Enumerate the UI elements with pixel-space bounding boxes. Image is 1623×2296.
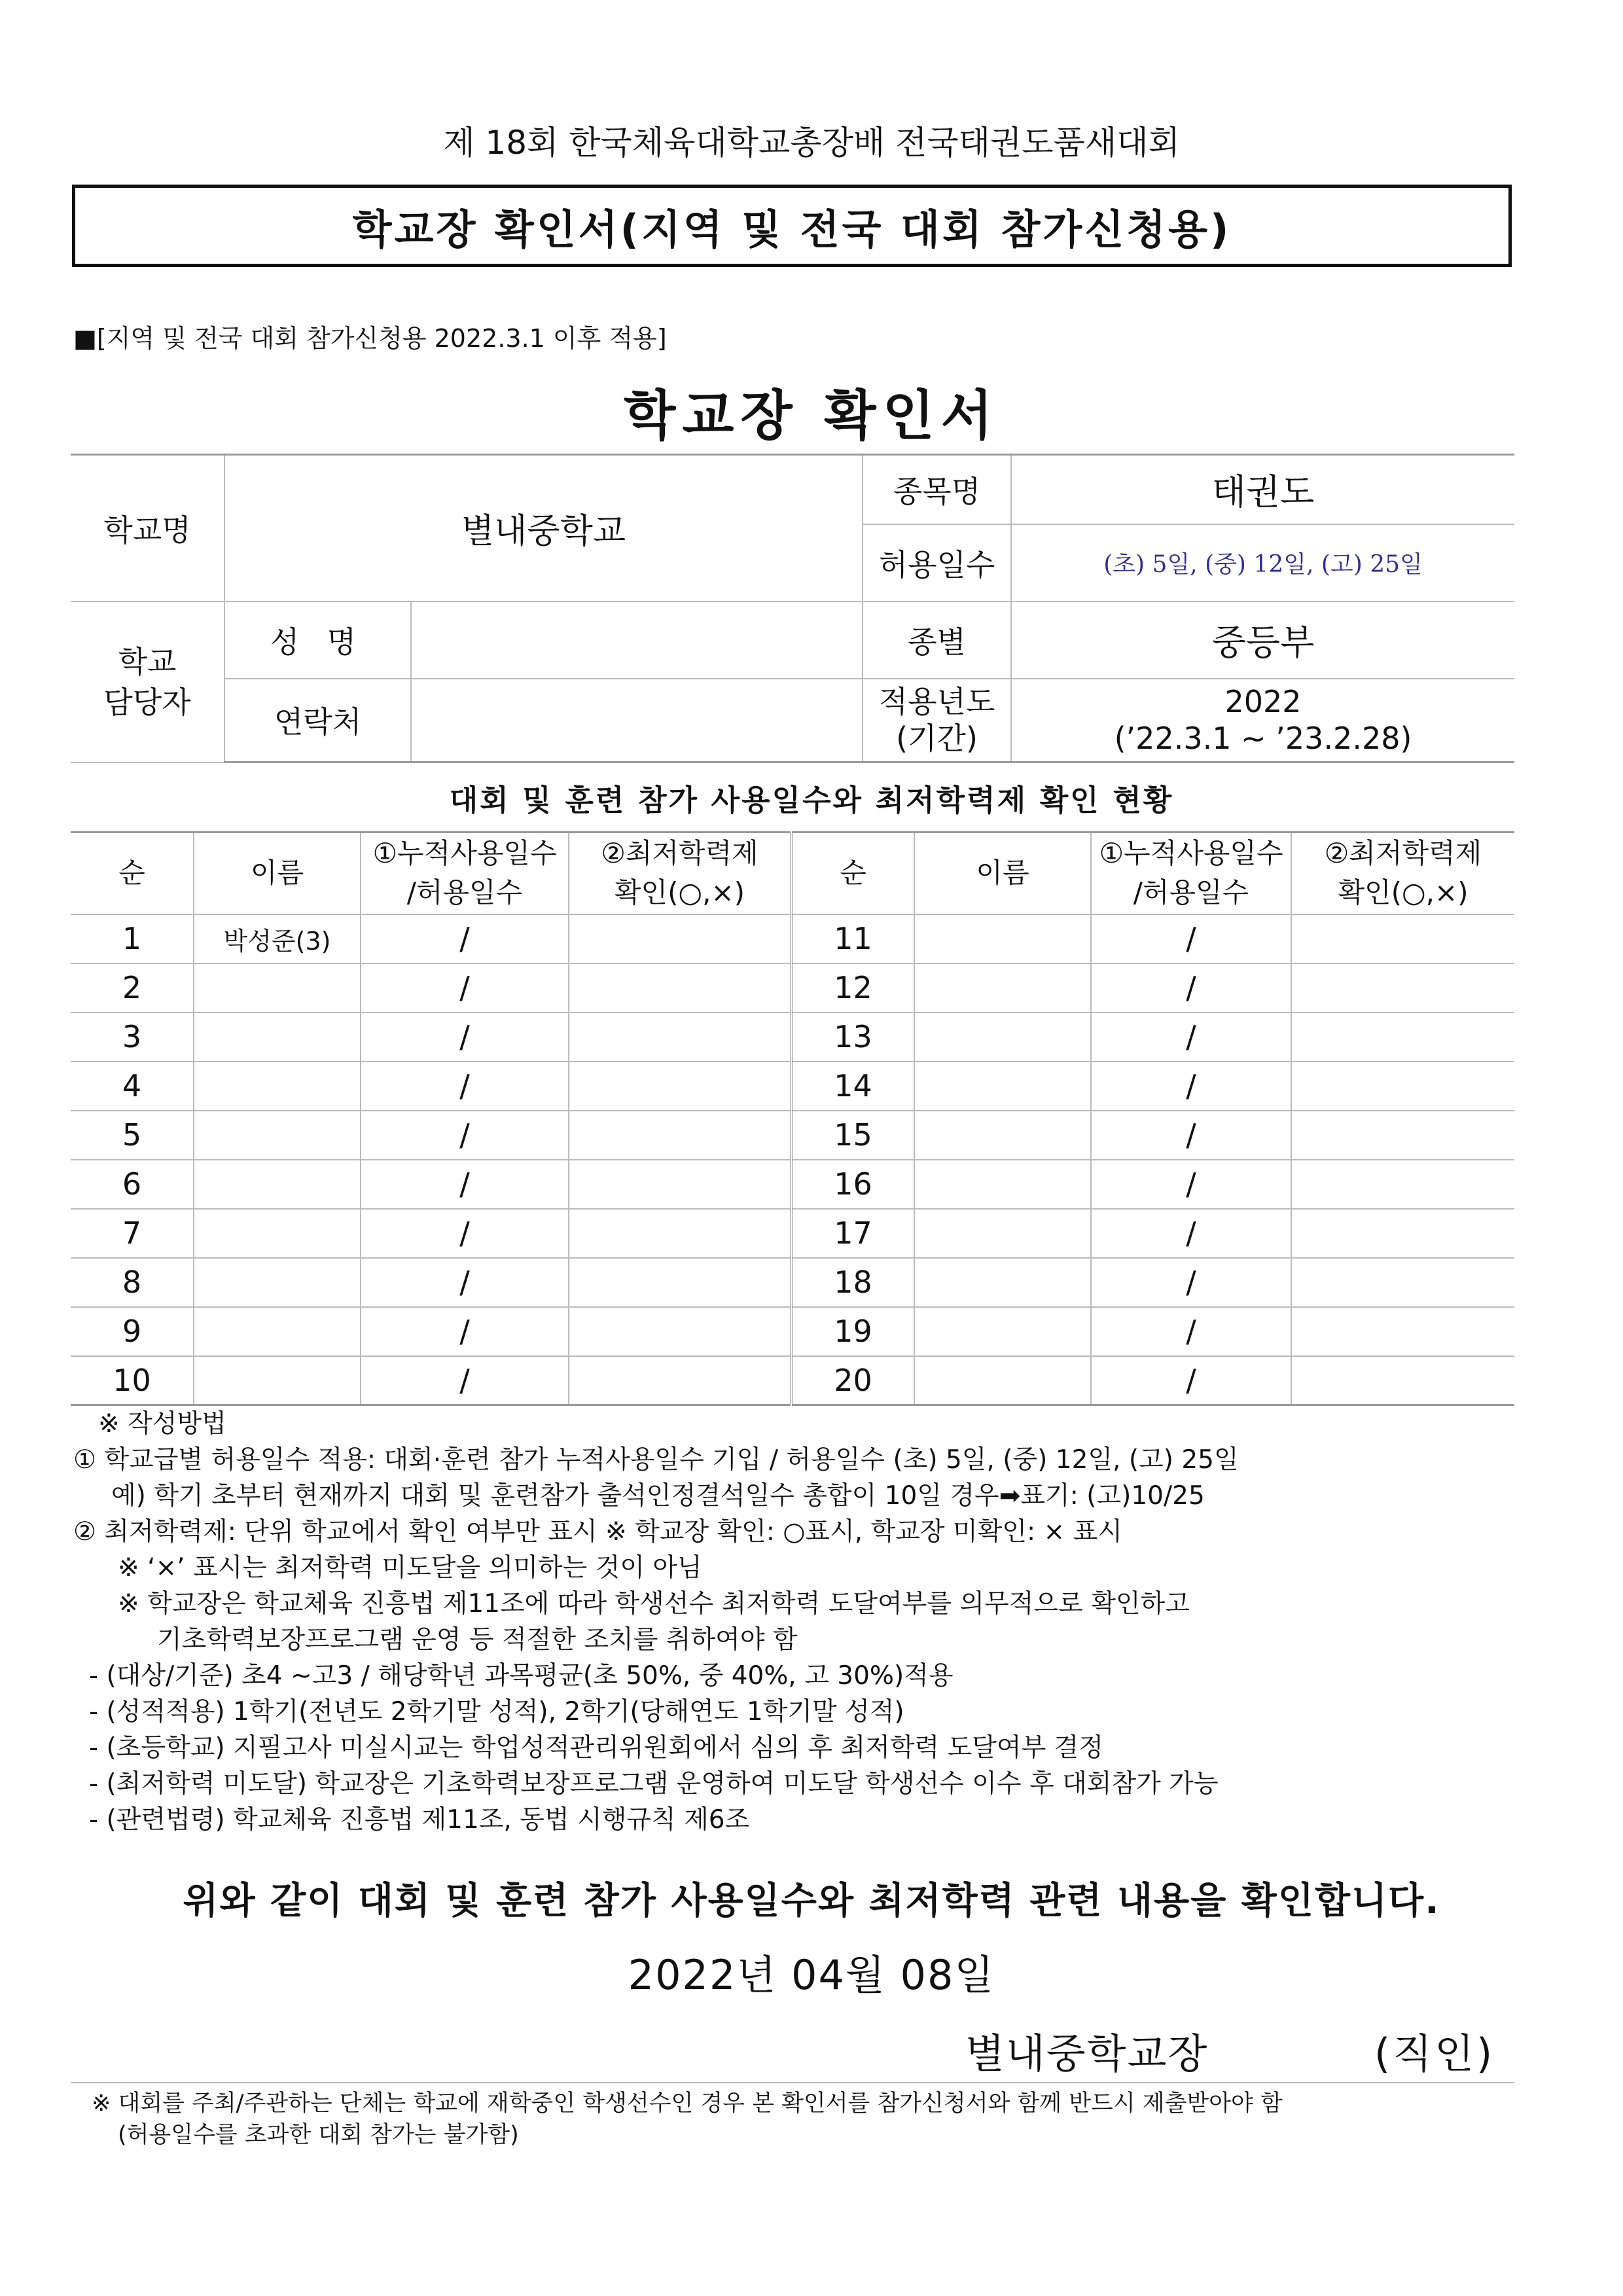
event-value: 태권도 [1011, 455, 1514, 524]
method-line: 기초학력보장프로그램 운영 등 적절한 조치를 취하여야 함 [157, 1625, 798, 1655]
min-academic-check [569, 1209, 791, 1258]
min-academic-check [1291, 1111, 1514, 1160]
min-academic-check [1291, 914, 1514, 963]
row-number: 19 [791, 1307, 914, 1356]
used-days: / [361, 1356, 569, 1405]
row-number: 7 [71, 1209, 194, 1258]
method-line: - (최저학력 미도달) 학교장은 기초학력보장프로그램 운영하여 미도달 학생선수 이수 후 대회참가 가능 [89, 1769, 1219, 1799]
notice-line: ■[지역 및 전국 대회 참가신청용 2022.3.1 이후 적용] [73, 324, 667, 353]
min-academic-check [1291, 1307, 1514, 1356]
student-name: 박성준(3) [194, 914, 361, 963]
used-days: / [361, 1111, 569, 1160]
min-academic-check [569, 963, 791, 1013]
row-number: 15 [791, 1111, 914, 1160]
row-number: 16 [791, 1160, 914, 1209]
year-label: 적용년도 (기간) [863, 679, 1011, 762]
section-heading: 대회 및 훈련 참가 사용일수와 최저학력제 확인 현황 [449, 783, 1174, 817]
writing-method [73, 1406, 1533, 1838]
row-number: 14 [791, 1062, 914, 1111]
form-title: 학교장 확인서(지역 및 전국 대회 참가신청용) [352, 205, 1232, 253]
row-number: 10 [71, 1356, 194, 1405]
method-line: - (대상/기준) 초4 ~고3 / 해당학년 과목평균(초 50%, 중 40%, 고 30%)적용 [89, 1661, 954, 1691]
table-row [71, 1013, 1514, 1062]
student-name [194, 1209, 361, 1258]
document-title: 학교장 확인서 [624, 385, 999, 447]
header-no: 순 [791, 833, 914, 914]
table-row [71, 914, 1514, 963]
method-line: ① 학교급별 허용일수 적용: 대회·훈련 참가 누적사용일수 기입 / 허용일수 (초) 5일, (중) 12일, (고) 25일 [73, 1445, 1239, 1475]
contact-person-label: 학교 담당자 [71, 601, 224, 762]
method-line: ※ 학교장은 학교체육 진흥법 제11조에 따라 학생선수 최저학력 도달여부를 의무적으로 확인하고 [118, 1589, 1190, 1619]
student-name [914, 963, 1091, 1013]
roster-header-row [71, 833, 1514, 914]
table-row [71, 1356, 1514, 1405]
issue-date: 2022년 04월 08일 [628, 1951, 995, 1999]
confirmation-statement: 위와 같이 대회 및 훈련 참가 사용일수와 최저학력 관련 내용을 확인합니다. [183, 1880, 1440, 1922]
student-name [914, 1013, 1091, 1062]
roster-table [71, 831, 1514, 1406]
used-days: / [361, 1307, 569, 1356]
table-row [71, 1209, 1514, 1258]
header-no: 순 [71, 833, 194, 914]
event-title: 제 18회 한국체육대학교총장배 전국태권도품새대회 [443, 124, 1180, 162]
used-days: / [361, 1013, 569, 1062]
table-row [71, 963, 1514, 1013]
min-academic-check [1291, 1356, 1514, 1405]
student-name [194, 1111, 361, 1160]
used-days: / [1091, 1111, 1291, 1160]
method-line: ② 최저학력제: 단위 학교에서 확인 여부만 표시 ※ 학교장 확인: ○표시, 학교장 미확인: × 표시 [73, 1517, 1122, 1547]
year-value: 2022 (’22.3.1 ~ ’23.2.28) [1011, 679, 1514, 762]
name-value [411, 601, 863, 679]
used-days: / [1091, 1258, 1291, 1307]
footnote [92, 2088, 1283, 2151]
header-name: 이름 [914, 833, 1091, 914]
min-academic-check [1291, 1258, 1514, 1307]
used-days: / [361, 1160, 569, 1209]
student-name [194, 1356, 361, 1405]
used-days: / [361, 1062, 569, 1111]
method-heading: ※ 작성방법 [98, 1409, 226, 1439]
row-number: 12 [791, 963, 914, 1013]
table-row [71, 1160, 1514, 1209]
min-academic-check [569, 1013, 791, 1062]
used-days: / [361, 1209, 569, 1258]
min-academic-check [569, 1258, 791, 1307]
student-name [194, 1307, 361, 1356]
method-line: ※ ‘×’ 표시는 최저학력 미도달을 의미하는 것이 아님 [118, 1553, 702, 1583]
table-row [71, 1062, 1514, 1111]
used-days: / [1091, 914, 1291, 963]
student-name [914, 1307, 1091, 1356]
row-number: 3 [71, 1013, 194, 1062]
student-name [914, 1258, 1091, 1307]
used-days: / [1091, 1356, 1291, 1405]
table-row [71, 1111, 1514, 1160]
min-academic-check [569, 1111, 791, 1160]
used-days: / [1091, 1160, 1291, 1209]
phone-label: 연락처 [224, 679, 411, 762]
row-number: 8 [71, 1258, 194, 1307]
used-days: / [361, 963, 569, 1013]
allowed-days-label: 허용일수 [863, 524, 1011, 601]
row-number: 6 [71, 1160, 194, 1209]
footer-divider [71, 2082, 1514, 2083]
row-number: 17 [791, 1209, 914, 1258]
table-row [71, 1258, 1514, 1307]
used-days: / [1091, 1013, 1291, 1062]
event-label: 종목명 [863, 455, 1011, 524]
student-name [914, 1209, 1091, 1258]
row-number: 1 [71, 914, 194, 963]
student-name [194, 1062, 361, 1111]
row-number: 13 [791, 1013, 914, 1062]
row-number: 11 [791, 914, 914, 963]
min-academic-check [1291, 1160, 1514, 1209]
student-name [194, 1160, 361, 1209]
footnote-line: ※ 대회를 주최/주관하는 단체는 학교에 재학중인 학생선수인 경우 본 확인서를 참가신청서와 함께 반드시 제출받아야 함 [92, 2090, 1283, 2117]
used-days: / [1091, 1209, 1291, 1258]
principal-signature: 별내중학교장 [965, 2030, 1209, 2077]
used-days: / [361, 1258, 569, 1307]
min-academic-check [569, 1356, 791, 1405]
row-number: 9 [71, 1307, 194, 1356]
min-academic-check [1291, 1209, 1514, 1258]
school-name-label: 학교명 [71, 455, 224, 601]
name-label: 성 명 [224, 601, 411, 679]
used-days: / [1091, 963, 1291, 1013]
phone-value [411, 679, 863, 762]
header-name: 이름 [194, 833, 361, 914]
student-name [914, 1111, 1091, 1160]
method-line: 예) 학기 초부터 현재까지 대회 및 훈련참가 출석인정결석일수 총합이 10일 경우➡표기: (고)10/25 [111, 1481, 1205, 1511]
used-days: / [1091, 1307, 1291, 1356]
min-academic-check [569, 1307, 791, 1356]
school-name-value: 별내중학교 [224, 455, 863, 601]
table-row [71, 1307, 1514, 1356]
division-value: 중등부 [1011, 601, 1514, 679]
min-academic-check [569, 914, 791, 963]
row-number: 5 [71, 1111, 194, 1160]
header-min-academic: ②최저학력제 확인(○,×) [569, 833, 791, 914]
row-number: 4 [71, 1062, 194, 1111]
row-number: 20 [791, 1356, 914, 1405]
min-academic-check [569, 1062, 791, 1111]
student-name [914, 914, 1091, 963]
min-academic-check [1291, 1062, 1514, 1111]
student-name [194, 1013, 361, 1062]
student-name [194, 963, 361, 1013]
student-name [194, 1258, 361, 1307]
school-info-table [71, 454, 1514, 763]
min-academic-check [569, 1160, 791, 1209]
header-min-academic: ②최저학력제 확인(○,×) [1291, 833, 1514, 914]
division-label: 종별 [863, 601, 1011, 679]
form-title-box [72, 185, 1512, 267]
header-days: ①누적사용일수 /허용일수 [361, 833, 569, 914]
row-number: 18 [791, 1258, 914, 1307]
min-academic-check [1291, 963, 1514, 1013]
student-name [914, 1160, 1091, 1209]
method-line: - (성적적용) 1학기(전년도 2학기말 성적), 2학기(당해연도 1학기말 성적) [89, 1697, 904, 1727]
student-name [914, 1356, 1091, 1405]
official-seal: (직인) [1374, 2030, 1495, 2077]
used-days: / [1091, 1062, 1291, 1111]
method-line: - (관련법령) 학교체육 진흥법 제11조, 동법 시행규칙 제6조 [89, 1805, 750, 1835]
student-name [914, 1062, 1091, 1111]
min-academic-check [1291, 1013, 1514, 1062]
method-line: - (초등학교) 지필고사 미실시교는 학업성적관리위원회에서 심의 후 최저학력 도달여부 결정 [89, 1733, 1104, 1763]
footnote-line: (허용일수를 초과한 대회 참가는 불가함) [118, 2122, 519, 2148]
row-number: 2 [71, 963, 194, 1013]
allowed-days-value: (초) 5일, (중) 12일, (고) 25일 [1011, 524, 1514, 601]
header-days: ①누적사용일수 /허용일수 [1091, 833, 1291, 914]
used-days: / [361, 914, 569, 963]
